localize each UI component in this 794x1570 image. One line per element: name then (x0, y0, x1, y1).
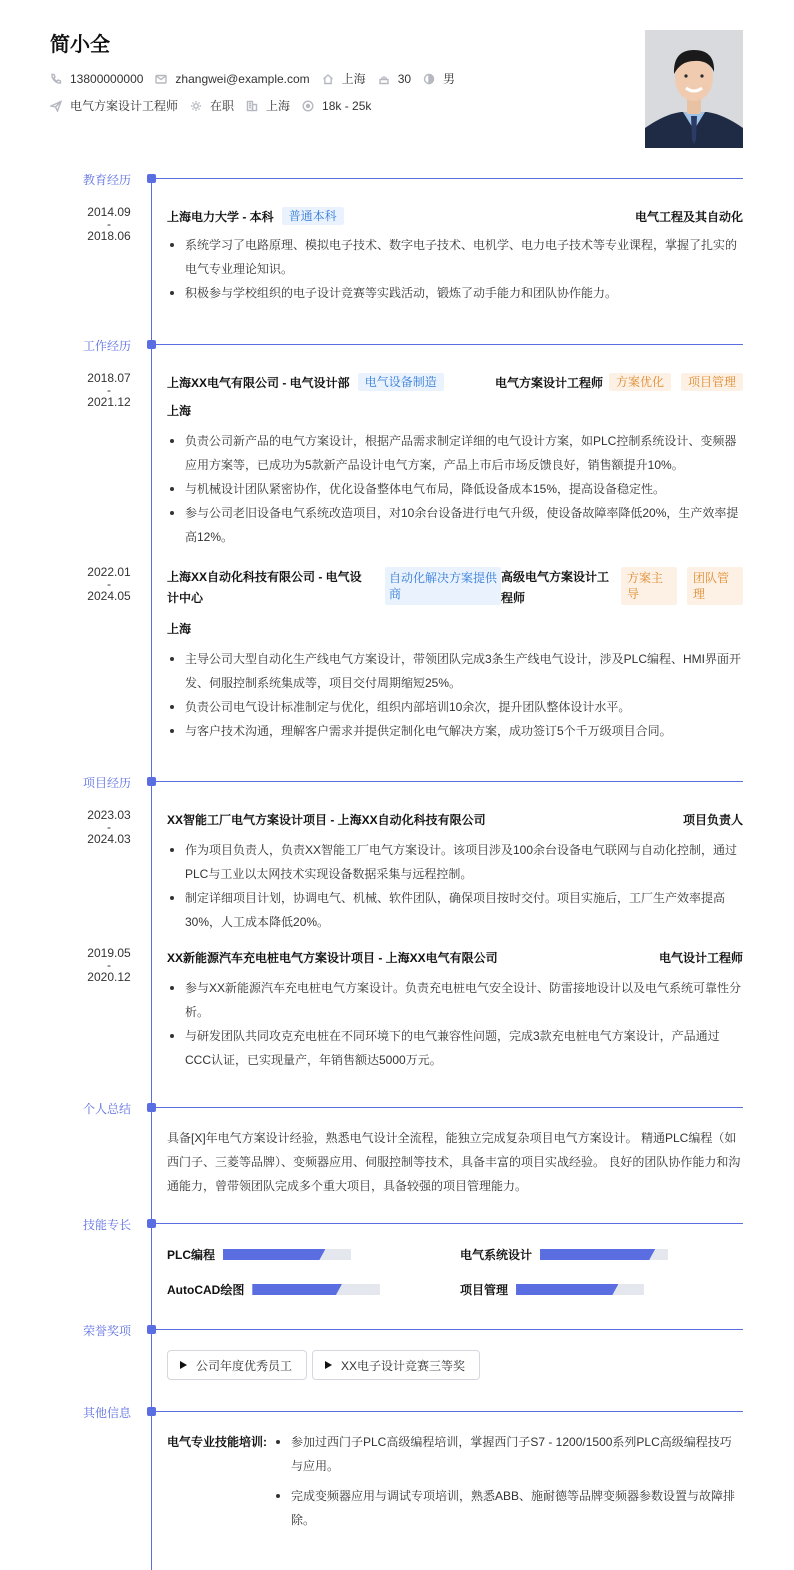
skill-tag: 团队管理 (687, 567, 743, 605)
skill-name: PLC编程 (167, 1248, 216, 1262)
project-date (74, 947, 144, 983)
other-list (273, 1430, 743, 1532)
position-title: 电气方案设计工程师 (494, 376, 603, 390)
entry-header (167, 810, 743, 830)
project-entry (167, 810, 743, 934)
age-text: 30 (397, 71, 412, 86)
date-start: 2014.09 (87, 205, 131, 219)
status-item (190, 97, 234, 114)
skill-tag: 方案主导 (621, 567, 677, 605)
skill-bar (516, 1284, 644, 1295)
section-divider (156, 1411, 743, 1412)
education-date (74, 206, 144, 242)
building-icon (246, 100, 258, 112)
skill-name: 项目管理 (460, 1283, 509, 1297)
list-item: 与研发团队共同攻克充电桩在不同环境下的电气兼容性问题，完成3款充电桩电气方案设计，产品通过CCC认证，已实现量产，年销售额达5000万元。 (167, 1024, 743, 1072)
list-item: 与机械设计团队紧密协作，优化设备整体电气布局，降低设备成本15%，提高设备稳定性。 (167, 477, 743, 501)
phone-text: 13800000000 (70, 71, 144, 86)
work-entry (167, 373, 743, 549)
other-bullets (273, 1430, 743, 1532)
date-end: 2018.06 (87, 229, 131, 243)
work-bullets (167, 647, 743, 743)
skill-tag: 方案优化 (609, 373, 671, 391)
profile-photo (645, 30, 743, 148)
school-name: 上海电力大学 - 本科 (167, 210, 274, 224)
date-separator: - (107, 820, 111, 834)
section-divider (156, 1329, 743, 1330)
date-end: 2020.12 (87, 970, 131, 984)
contact-row (50, 70, 467, 87)
project-date (74, 809, 144, 845)
major-name: 电气工程及其自动化 (634, 210, 743, 224)
list-item: 作为项目负责人，负责XX智能工厂电气方案设计。该项目涉及100余台设备电气联网与自动化控制，通过PLC与工业以太网技术实现设备数据采集与远程控制。 (167, 838, 743, 886)
timeline-line (151, 178, 152, 1570)
section-title-work: 工作经历 (83, 339, 132, 353)
skill-bar (540, 1249, 668, 1260)
skill-bar-fill (516, 1284, 618, 1295)
skill-bar (223, 1249, 351, 1260)
section-divider (156, 1107, 743, 1108)
phone-item (50, 72, 143, 86)
industry-tag: 电气设备制造 (358, 373, 444, 391)
date-end: 2024.03 (87, 832, 131, 846)
gender-item (423, 70, 455, 87)
education-bullets (167, 233, 743, 305)
target-position-item (50, 97, 178, 114)
skill-bar (252, 1284, 380, 1295)
list-item: 系统学习了电路原理、模拟电子技术、数字电子技术、电机学、电力电子技术等专业课程，掌握了扎实的电气专业理论知识。 (167, 233, 743, 281)
section-marker (147, 1325, 156, 1334)
degree-tag: 普通本科 (282, 207, 344, 225)
entry-header (167, 373, 743, 393)
section-divider (156, 1223, 743, 1224)
date-end: 2024.05 (87, 589, 131, 603)
skill-item (167, 1281, 380, 1298)
section-title-summary: 个人总结 (83, 1102, 132, 1116)
list-item: 参与公司老旧设备电气系统改造项目，对10余台设备进行电气升级，使设备故障率降低20%，生产效率提高12%。 (167, 501, 743, 549)
job-intent-row (50, 97, 383, 114)
skill-bar-fill (223, 1249, 325, 1260)
section-marker (147, 174, 156, 183)
play-triangle-icon (325, 1361, 332, 1369)
section-title-education: 教育经历 (83, 173, 132, 187)
entry-header (167, 567, 743, 609)
email-item (155, 72, 309, 86)
target-position-text: 电气方案设计工程师 (70, 99, 179, 113)
salary-icon (302, 100, 314, 112)
award-chip (312, 1350, 480, 1380)
phone-icon (50, 73, 62, 85)
candidate-name: 简小全 (50, 34, 110, 56)
list-item: 参与XX新能源汽车充电桩电气方案设计。负责充电桩电气安全设计、防雷接地设计以及电气系统可靠性分析。 (167, 976, 743, 1024)
award-label: 公司年度优秀员工 (196, 1358, 293, 1373)
skill-item (460, 1246, 668, 1263)
list-item: 负责公司新产品的电气方案设计，根据产品需求制定详细的电气设计方案，如PLC控制系统设计、变频器应用方案等，已成功为5款新产品设计电气方案，产品上市后市场反馈良好，销售额提升10%。 (167, 429, 743, 477)
target-city-item (246, 97, 290, 114)
other-label: 电气专业技能培训: (167, 1435, 267, 1449)
section-title-projects: 项目经历 (83, 776, 132, 790)
project-name: XX新能源汽车充电桩电气方案设计项目 - 上海XX电气有限公司 (167, 951, 498, 965)
list-item: 与客户技术沟通，理解客户需求并提供定制化电气解决方案，成功签订5个千万级项目合同。 (167, 719, 743, 743)
date-start: 2022.01 (87, 565, 131, 579)
project-bullets (167, 838, 743, 934)
position-title: 高级电气方案设计工程师 (501, 570, 610, 605)
section-marker (147, 340, 156, 349)
email-text: zhangwei@example.com (175, 71, 310, 86)
project-role: 电气设计工程师 (658, 951, 743, 965)
skill-tag: 项目管理 (681, 373, 743, 391)
date-start: 2023.03 (87, 808, 131, 822)
entry-header (167, 207, 743, 227)
work-date (74, 372, 144, 408)
list-item: 完成变频器应用与调试专项培训，熟悉ABB、施耐德等品牌变频器参数设置与故障排除。 (273, 1484, 743, 1532)
work-date (74, 566, 144, 602)
section-divider (156, 781, 743, 782)
list-item: 积极参与学校组织的电子设计竞赛等实践活动，锻炼了动手能力和团队协作能力。 (167, 281, 743, 305)
section-marker (147, 777, 156, 786)
age-icon (378, 73, 390, 85)
section-divider (156, 344, 743, 345)
skill-bar-fill (252, 1284, 342, 1295)
salary-item (302, 99, 371, 113)
date-end: 2021.12 (87, 395, 131, 409)
education-entry (167, 207, 743, 305)
section-marker (147, 1407, 156, 1416)
age-item (378, 72, 411, 86)
work-location: 上海 (167, 622, 192, 636)
date-separator: - (107, 383, 111, 397)
project-entry (167, 948, 743, 1072)
date-start: 2019.05 (87, 946, 131, 960)
company-name: 上海XX自动化科技有限公司 - 电气设计中心 (167, 570, 362, 605)
skill-bar-fill (540, 1249, 655, 1260)
play-triangle-icon (180, 1361, 187, 1369)
mail-icon (155, 73, 167, 85)
skill-name: 电气系统设计 (460, 1248, 533, 1262)
gender-text: 男 (443, 72, 456, 86)
section-title-skills: 技能专长 (83, 1218, 132, 1232)
skill-item (460, 1281, 644, 1298)
project-role: 项目负责人 (682, 813, 743, 827)
home-icon (322, 73, 334, 85)
work-entry (167, 567, 743, 743)
salary-text: 18k - 25k (322, 98, 372, 113)
skill-item (167, 1246, 351, 1263)
work-location: 上海 (167, 404, 192, 418)
gender-icon (423, 73, 435, 85)
section-title-awards: 荣誉奖项 (83, 1324, 132, 1338)
target-city-text: 上海 (266, 99, 291, 113)
date-start: 2018.07 (87, 371, 131, 385)
send-icon (50, 100, 62, 112)
award-chip (167, 1350, 307, 1380)
list-item: 负责公司电气设计标准制定与优化，组织内部培训10余次，提升团队整体设计水平。 (167, 695, 743, 719)
list-item: 制定详细项目计划，协调电气、机械、软件团队，确保项目按时交付。项目实施后，工厂生产效率提高30%，人工成本降低20%。 (167, 886, 743, 934)
award-label: XX电子设计竞赛三等奖 (341, 1358, 466, 1373)
project-name: XX智能工厂电气方案设计项目 - 上海XX自动化科技有限公司 (167, 813, 486, 827)
date-separator: - (107, 217, 111, 231)
summary-text: 具备[X]年电气方案设计经验，熟悉电气设计全流程，能独立完成复杂项目电气方案设计。 精通PLC编程（如西门子、三菱等品牌）、变频器应用、伺服控制等技术，具备丰富的项目实战经验。 良好的团队协作能力和沟通能力，曾带领团队完成多个重大项目，具备较强的项目管理能力。 (167, 1131, 741, 1193)
date-separator: - (107, 577, 111, 591)
date-separator: - (107, 958, 111, 972)
list-item: 参加过西门子PLC高级编程培训，掌握西门子S7 - 1200/1500系列PLC高级编程技巧与应用。 (273, 1430, 743, 1478)
section-divider (156, 178, 743, 179)
list-item: 主导公司大型自动化生产线电气方案设计，带领团队完成3条生产线电气设计，涉及PLC编程、HMI界面开发、伺服控制系统集成等，项目交付周期缩短25%。 (167, 647, 743, 695)
section-marker (147, 1219, 156, 1228)
industry-tag: 自动化解决方案提供商 (385, 567, 501, 605)
city-text: 上海 (341, 72, 366, 86)
entry-header (167, 948, 743, 968)
company-name: 上海XX电气有限公司 - 电气设计部 (167, 376, 350, 390)
city-item (322, 70, 366, 87)
portrait-illustration (645, 30, 743, 148)
skill-name: AutoCAD绘图 (167, 1283, 245, 1297)
section-marker (147, 1103, 156, 1112)
work-bullets (167, 429, 743, 549)
status-text: 在职 (210, 99, 235, 113)
status-icon (190, 100, 202, 112)
project-bullets (167, 976, 743, 1072)
section-title-other: 其他信息 (83, 1406, 132, 1420)
